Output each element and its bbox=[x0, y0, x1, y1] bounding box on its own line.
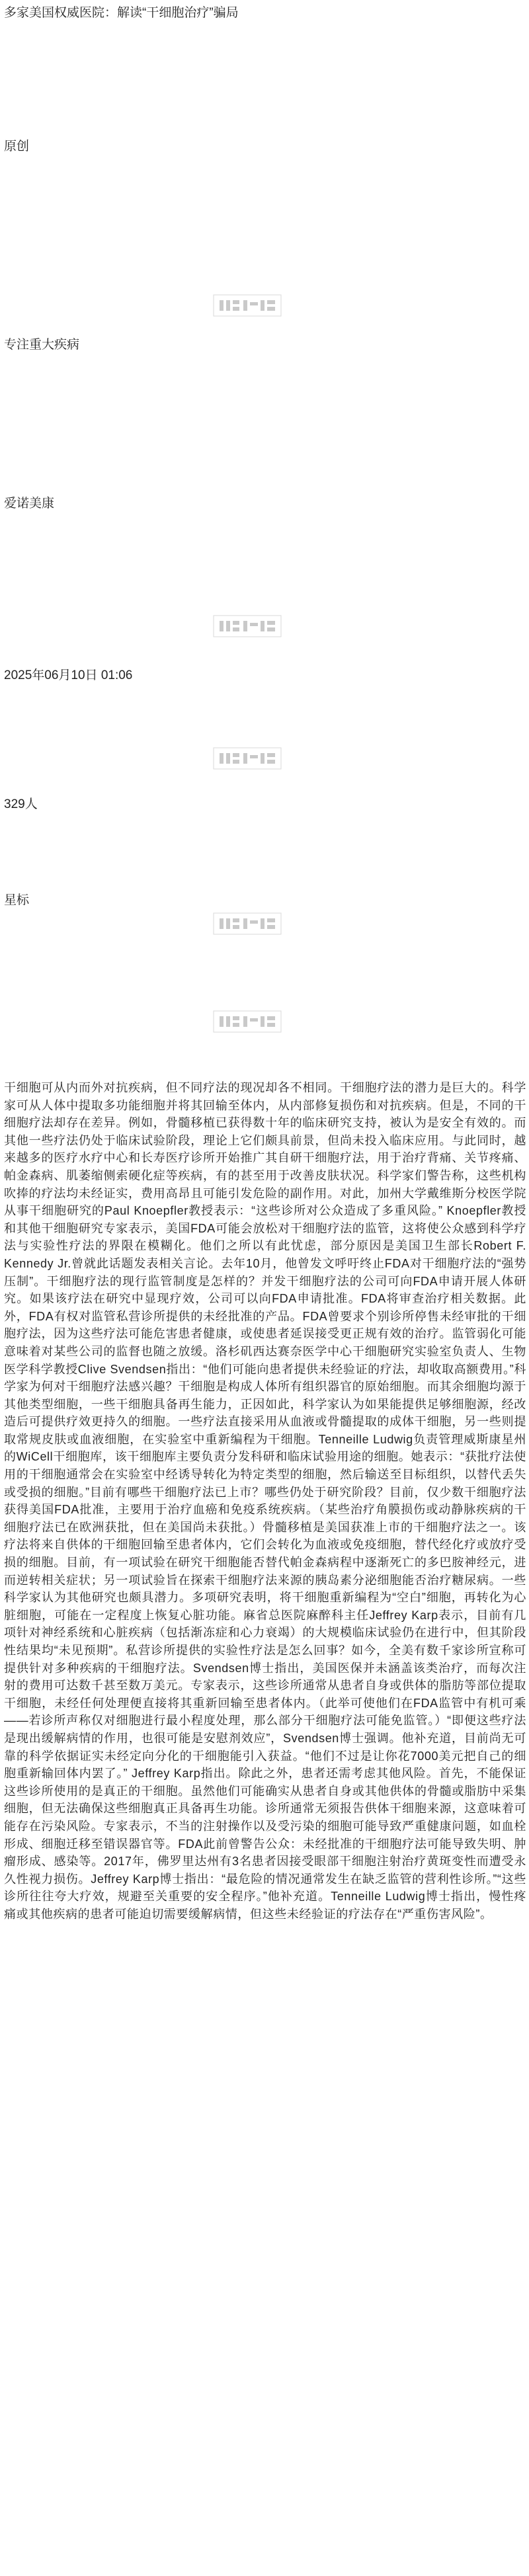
star-button[interactable]: 星标 bbox=[4, 893, 30, 907]
publish-datetime: 2025年06月10日 01:06 bbox=[4, 668, 133, 682]
watermark-image bbox=[213, 1010, 282, 1033]
watermark-image bbox=[213, 747, 282, 770]
read-count: 329人 bbox=[4, 797, 38, 811]
watermark-image bbox=[213, 912, 282, 935]
watermark-image bbox=[213, 294, 282, 317]
author-name[interactable]: 爱诺美康 bbox=[4, 497, 55, 510]
watermark-image bbox=[213, 615, 282, 637]
column-name[interactable]: 专注重大疾病 bbox=[4, 338, 80, 352]
original-tag: 原创 bbox=[4, 140, 30, 153]
article-title: 多家美国权威医院：解读“干细胞治疗”骗局 bbox=[4, 6, 239, 20]
article-body: 干细胞可从内而外对抗疾病，但不同疗法的现况却各不相同。干细胞疗法的潜力是巨大的。科学家可从人体中提取多功能细胞并将其回输至体内，从内部修复损伤和对抗疾病。但是，不同的干细胞疗法却存在差异。例如，骨髓移植已获得数十年的临床研究支持，被认为是安全有效的。而其他一些疗法仍处于临床试验阶段，理论上它们颇具前景，但尚未投入临床应用。与此同时，越来越多的医疗水疗中心和长寿医疗诊所开始推广其自研干细胞疗法，用于治疗背痛、关节疼痛、帕金森病、肌萎缩侧索硬化症等疾病，有的甚至用于改善皮肤状况。科学家们警告称，这些机构吹捧的疗法均未经证实，费用高昂且可能引发危险的副作用。对此，加州大学戴维斯分校医学院从事干细胞研究的Paul Knoepfler教授表示：“这些诊所对公众造成了多重风险。” Knoepfler教授和其他干细胞研究专家表示，美国FDA可能会放松对干细胞疗法的监管，这将使公众感到科学疗法与实验性疗法的界限在模糊化。他们之所以有此忧虑，部分原因是美国卫生部长Robert F. Kennedy Jr.曾就此话题发表相关言论。去年10月，他曾发文呼吁终止FDA对干细胞疗法的“强势压制”。干细胞疗法的现行监管制度是怎样的？并发干细胞疗法的公司可向FDA申请开展人体研究。如果该疗法在研究中显现疗效，公司可以向FDA申请批准。FDA将审查治疗相关数据。此外，FDA有权对监管私营诊所提供的未经批准的产品。FDA曾要求个别诊所停售未经审批的干细胞疗法，因为这些疗法可能危害患者健康，或使患者延误接受更正规有效的治疗。监管弱化可能意味着对某些公司的监督也随之放缓。洛杉矶西达赛奈医学中心干细胞研究实验室负责人、生物医学科学教授Clive Svendsen指出：“他们可能向患者提供未经验证的疗法，却收取高额费用。”科学家为何对干细胞疗法感兴趣？干细胞是构成人体所有组织器官的原始细胞。而其余细胞均源于其他类型细胞，一些干细胞具备再生能力，正因如此，科学家认为如果能提供足够细胞源，经改造后可提供疗效更持久的细胞。一些疗法直接采用从血液或骨髓提取的成体干细胞，另一些则提取常规皮肤或血液细胞，在实验室中重新编程为干细胞。Tenneille Ludwig负责管理威斯康星州的WiCell干细胞库，该干细胞库主要负责分发科研和临床试验用途的细胞。她表示：“获批疗法使用的干细胞通常会在实验室中经诱导转化为特定类型的细胞，然后输送至目标组织，以替代丢失或受损的细胞。”目前有哪些干细胞疗法已上市？哪些仍处于研究阶段？目前，仅少数干细胞疗法获得美国FDA批准，主要用于治疗血癌和免疫系统疾病。（某些治疗角膜损伤或动静脉疾病的干细胞疗法已在欧洲获批，但在美国尚未获批。）骨髓移植是美国获准上市的干细胞疗法之一。该疗法将来自供体的干细胞回输至患者体内，它们会转化为血液或免疫细胞，替代经化疗或放疗受损的细胞。目前，有一项试验在研究干细胞能否替代帕金森病程中逐渐死亡的多巴胺神经元，进而逆转相关症状；另一项试验旨在探索干细胞疗法来源的胰岛素分泌细胞能否治疗糖尿病。一些科学家认为其他研究也颇具潜力。多项研究表明，将干细胞重新编程为“空白”细胞，再转化为心脏细胞，可能在一定程度上恢复心脏功能。麻省总医院麻醉科主任Jeffrey Karp表示，目前有几项针对神经系统和心脏疾病（包括渐冻症和心力衰竭）的大规模临床试验仍在进行中，但其阶段性结果均“未见预期”。私营诊所提供的实验性疗法是怎么回事？如今，全美有数千家诊所宣称可提供针对多种疾病的干细胞疗法。Svendsen博士指出，美国医保并未涵盖该类治疗，而每次注射的费用可达数千甚至数万美元。专家表示，这些诊所通常从患者自身或供体的脂肪等部位提取干细胞，未经任何处理便直接将其重新回输至患者体内。（此举可使他们在FDA监管中有机可乘——若诊所声称仅对细胞进行最小程度处理，那么部分干细胞疗法可能免监管。）“即便这些疗法是现出缓解病情的作用，也很可能是安慰剂效应”，Svendsen博士强调。他补充道，目前尚无可靠的科学依据证实未经定向分化的干细胞能引入获益。“他们不过是让你花7000美元把自己的细胞重新输回体内罢了。” Jeffrey Karp指出。除此之外，患者还需考虑其他风险。首先，不能保证这些诊所使用的是真正的干细胞。虽然他们可能确实从患者自身或其他供体的骨髓或脂肪中采集细胞，但无法确保这些细胞真正具备再生功能。诊所通常无须报告供体干细胞来源，这意味着可能存在污染风险。专家表示，不当的注射操作以及受污染的细胞可能导致严重健康问题，如血栓形成、细胞迁移至错误器官等。FDA此前曾警告公众：未经批准的干细胞疗法可能导致失明、肿瘤形成、感染等。2017年，佛罗里达州有3名患者因接受眼部干细胞注射治疗黄斑变性而遭受永久性视力损伤。Jeffrey Karp博士指出：“最危险的情况通常发生在缺乏监管的营利性诊所。”“这些诊所往往夸大疗效，规避至关重要的安全程序。”他补充道。Tenneille Ludwig博士指出，慢性疼痛或其他疾病的患者可能迫切需要缓解病情，但这些未经验证的疗法存在“严重伤害风险”。 bbox=[4, 1081, 526, 1921]
